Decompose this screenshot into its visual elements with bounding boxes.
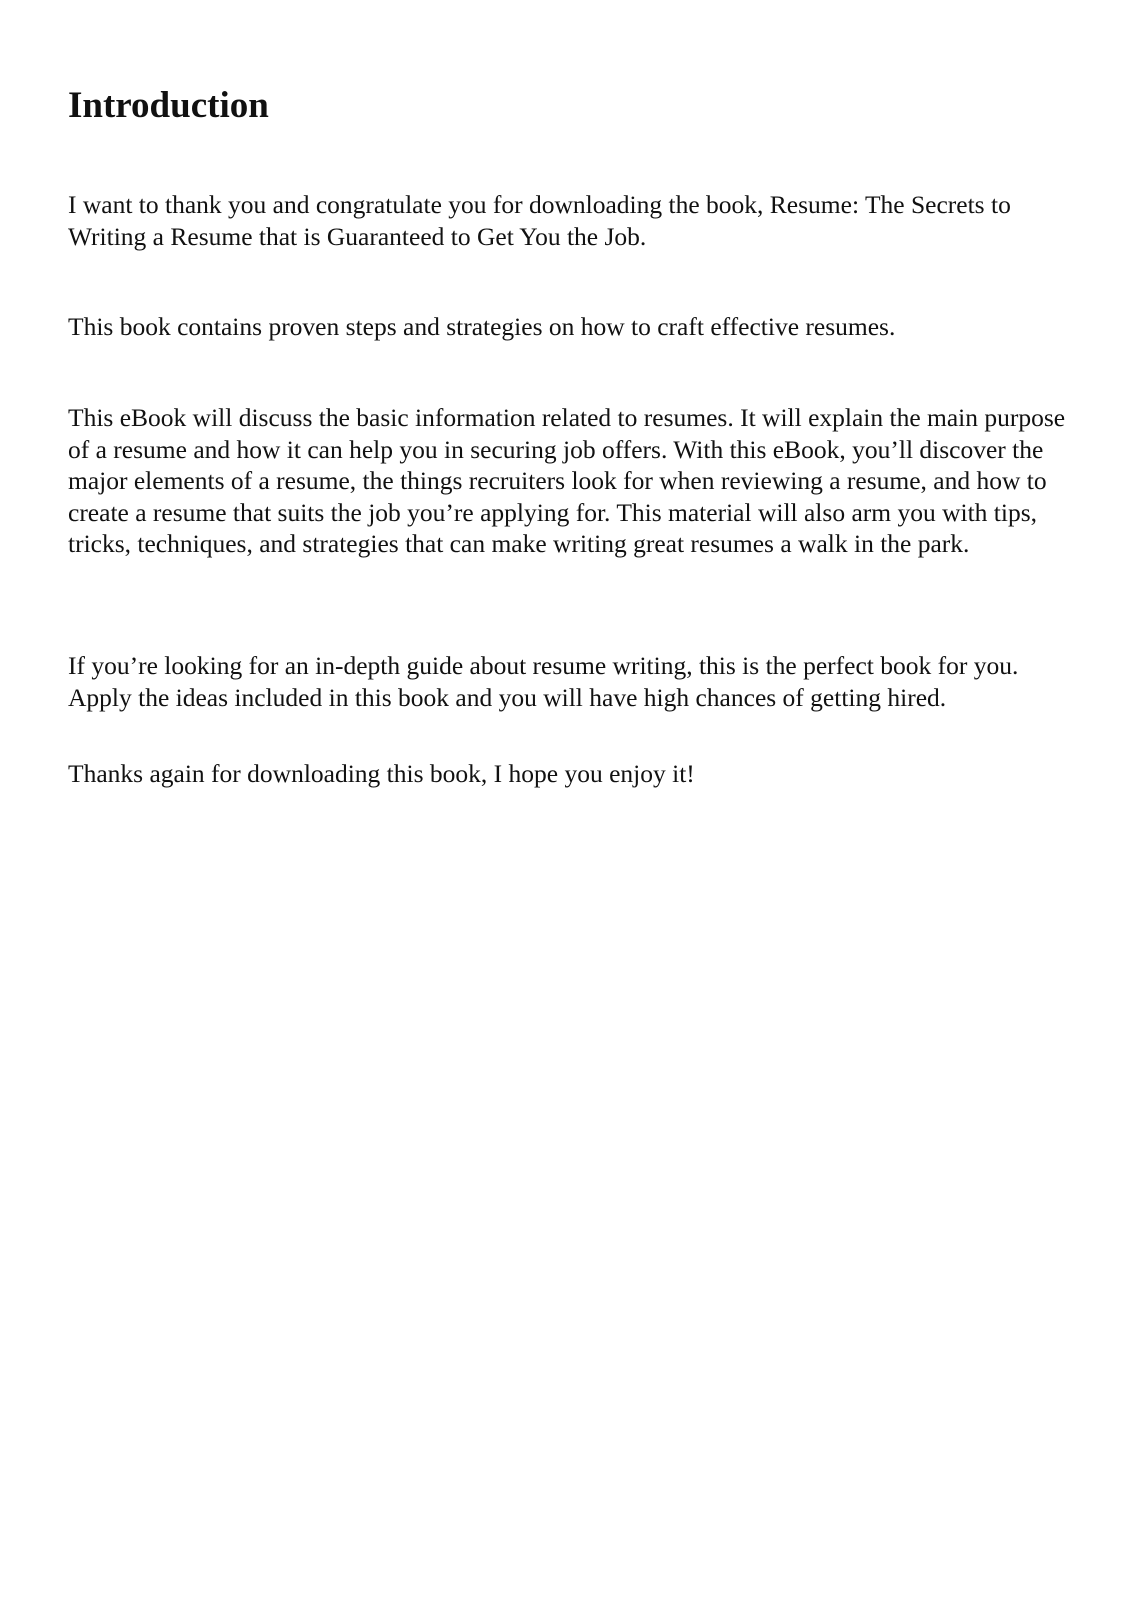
page-title: Introduction (68, 85, 269, 126)
paragraph-closing-thanks: Thanks again for downloading this book, I hope you enjoy it! (68, 759, 695, 788)
paragraph-thanks-intro: I want to thank you and congratulate you for downloading the book, Resume: The Secrets to Writing a Resume that is Guaranteed to Get You the Job. (68, 190, 1011, 251)
paragraph-book-contents: This book contains proven steps and strategies on how to craft effective resumes. (68, 312, 896, 341)
paragraph-ebook-overview: This eBook will discuss the basic information related to resumes. It will explain the main purpose of a resume and how it can help you in securing job offers. With this eBook, you’ll discover the major elements of a resume, the things recruiters look for when reviewing a resume, and how to create a resume that suits the job you’re applying for. This material will also arm you with tips, tricks, techniques, and strategies that can make writing great resumes a walk in the park. (68, 403, 1066, 558)
paragraph-guide-pitch: If you’re looking for an in-depth guide about resume writing, this is the perfect book for you. Apply the ideas included in this book and you will have high chances of getting hired. (68, 651, 1019, 712)
